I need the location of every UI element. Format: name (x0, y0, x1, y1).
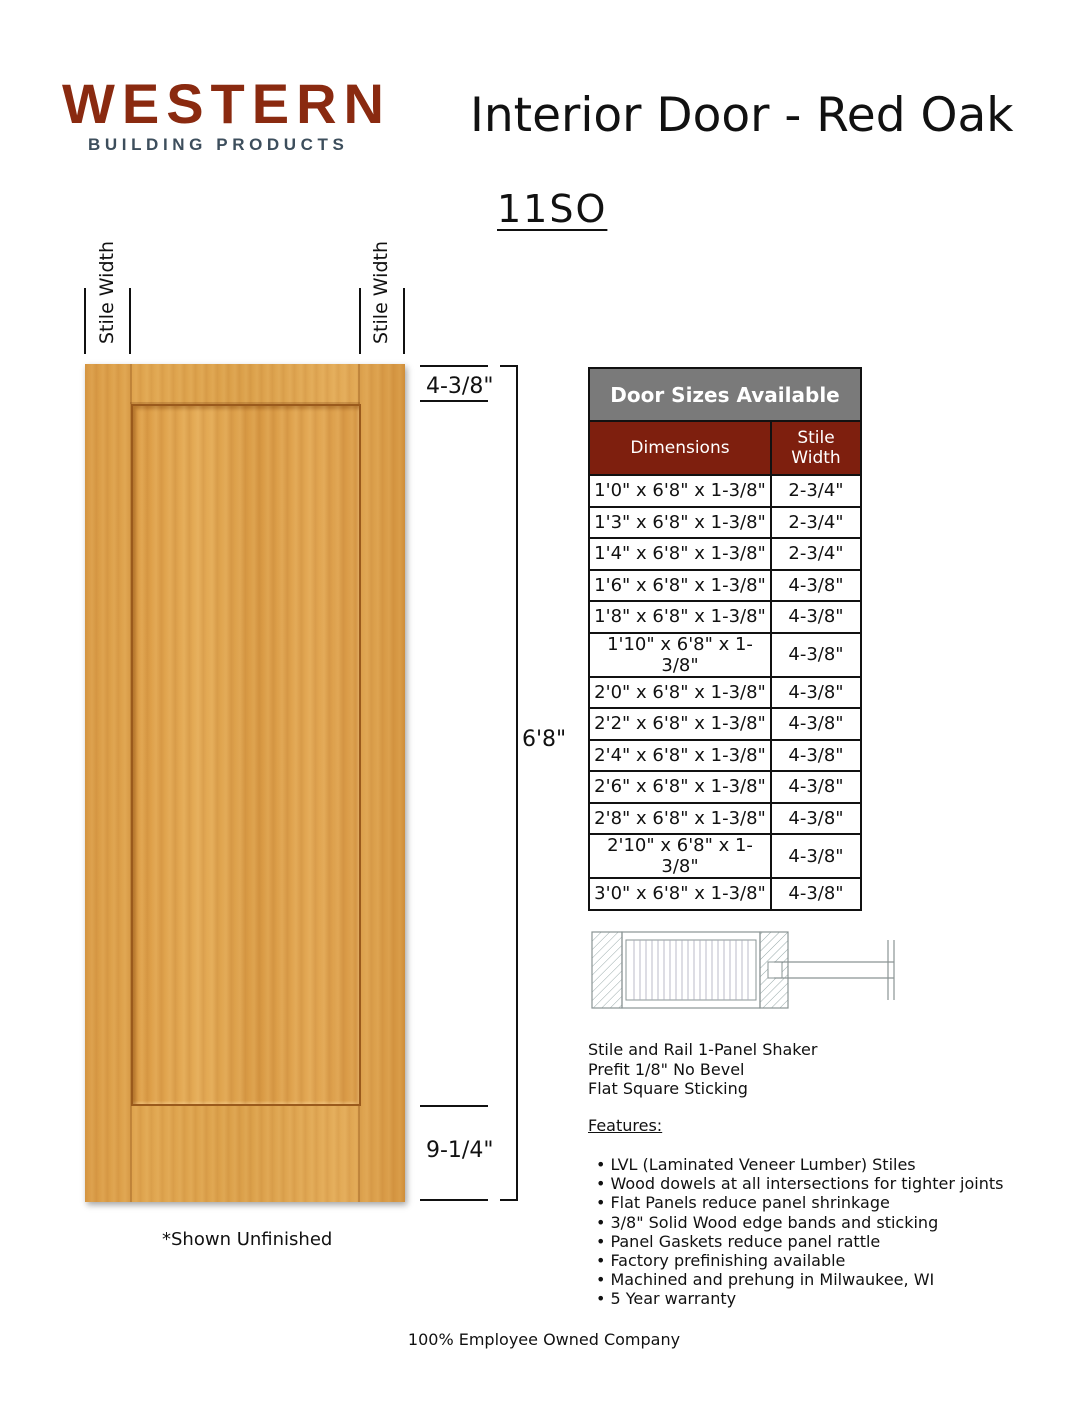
table-row (589, 834, 861, 878)
dimension-bracket-bottom (500, 1199, 518, 1201)
page-title: Interior Door - Red Oak (470, 88, 1014, 143)
table-cell-dimensions: 1'10" x 6'8" x 1-3/8" (589, 633, 771, 677)
table-cell-dimensions: 2'2" x 6'8" x 1-3/8" (589, 708, 771, 740)
table-cell-stile: 2-3/4" (771, 475, 861, 507)
list-item: • LVL (Laminated Veneer Lumber) Stiles (596, 1155, 1003, 1174)
table-row (589, 740, 861, 772)
stile-marker-line (359, 288, 361, 354)
list-item: • Wood dowels at all intersections for tighter joints (596, 1174, 1003, 1193)
table-cell-stile: 2-3/4" (771, 507, 861, 539)
table-row (589, 677, 861, 709)
table-cell-stile: 4-3/8" (771, 570, 861, 602)
table-cell-dimensions: 2'8" x 6'8" x 1-3/8" (589, 803, 771, 835)
table-row (589, 771, 861, 803)
door-image (85, 364, 405, 1202)
list-item: • Panel Gaskets reduce panel rattle (596, 1232, 1003, 1251)
shown-unfinished-caption: *Shown Unfinished (162, 1229, 333, 1250)
top-rail-dimension: 4-3/8" (426, 374, 494, 399)
dimension-line (420, 1199, 488, 1201)
table-cell-dimensions: 1'0" x 6'8" x 1-3/8" (589, 475, 771, 507)
table-row (589, 633, 861, 677)
door-profile-drawing (588, 928, 898, 1012)
table-row (589, 538, 861, 570)
table-row (589, 878, 861, 910)
table-row (589, 601, 861, 633)
table-cell-dimensions: 3'0" x 6'8" x 1-3/8" (589, 878, 771, 910)
door-sizes-table (588, 367, 862, 911)
table-cell-dimensions: 1'8" x 6'8" x 1-3/8" (589, 601, 771, 633)
table-cell-dimensions: 2'4" x 6'8" x 1-3/8" (589, 740, 771, 772)
footer-text: 100% Employee Owned Company (407, 1330, 681, 1349)
table-row (589, 708, 861, 740)
brand-logo-tagline: BUILDING PRODUCTS (88, 135, 349, 154)
stile-marker-line (403, 288, 405, 354)
list-item: • 5 Year warranty (596, 1289, 1003, 1308)
stile-marker-line (84, 288, 86, 354)
table-cell-dimensions: 1'3" x 6'8" x 1-3/8" (589, 507, 771, 539)
description-line: Flat Square Sticking (588, 1079, 748, 1098)
dimension-bracket (516, 365, 518, 1201)
dimension-line (420, 365, 488, 367)
column-header-stile-line1: Stile (797, 427, 835, 448)
table-row (589, 570, 861, 602)
brand-logo-name: WESTERN (62, 72, 391, 135)
model-code: 11SO (497, 187, 608, 231)
table-cell-stile: 4-3/8" (771, 633, 861, 677)
table-row (589, 803, 861, 835)
table-cell-dimensions: 1'4" x 6'8" x 1-3/8" (589, 538, 771, 570)
table-title: Door Sizes Available (589, 368, 861, 421)
door-panel (131, 404, 361, 1106)
table-row (589, 475, 861, 507)
stile-label-left: Stile Width (96, 241, 118, 344)
table-cell-dimensions: 2'10" x 6'8" x 1-3/8" (589, 834, 771, 878)
list-item: • 3/8" Solid Wood edge bands and sticking (596, 1213, 1003, 1232)
table-cell-dimensions: 1'6" x 6'8" x 1-3/8" (589, 570, 771, 602)
column-header-stile-width (771, 421, 861, 475)
column-header-dimensions: Dimensions (589, 421, 771, 475)
table-cell-stile: 4-3/8" (771, 708, 861, 740)
table-cell-stile: 4-3/8" (771, 878, 861, 910)
table-row (589, 507, 861, 539)
table-cell-stile: 4-3/8" (771, 601, 861, 633)
description-line: Stile and Rail 1-Panel Shaker (588, 1040, 818, 1059)
list-item: • Flat Panels reduce panel shrinkage (596, 1193, 1003, 1212)
stile-marker-line (129, 288, 131, 354)
table-cell-stile: 4-3/8" (771, 740, 861, 772)
features-list (596, 1155, 1003, 1309)
dimension-line (420, 1105, 488, 1107)
dimension-line (420, 400, 488, 402)
table-cell-dimensions: 2'6" x 6'8" x 1-3/8" (589, 771, 771, 803)
table-cell-stile: 4-3/8" (771, 677, 861, 709)
bottom-rail-dimension: 9-1/4" (426, 1138, 494, 1163)
description-line: Prefit 1/8" No Bevel (588, 1059, 745, 1079)
table-cell-stile: 4-3/8" (771, 771, 861, 803)
table-cell-stile: 2-3/4" (771, 538, 861, 570)
door-description (588, 1040, 817, 1099)
list-item: • Machined and prehung in Milwaukee, WI (596, 1270, 1003, 1289)
column-header-stile-line2: Width (791, 448, 841, 468)
table-cell-stile: 4-3/8" (771, 803, 861, 835)
table-cell-dimensions: 2'0" x 6'8" x 1-3/8" (589, 677, 771, 709)
stile-label-right: Stile Width (370, 241, 392, 344)
list-item: • Factory prefinishing available (596, 1251, 1003, 1270)
features-heading: Features: (588, 1116, 663, 1135)
door-height-dimension: 6'8" (522, 727, 567, 752)
table-cell-stile: 4-3/8" (771, 834, 861, 878)
